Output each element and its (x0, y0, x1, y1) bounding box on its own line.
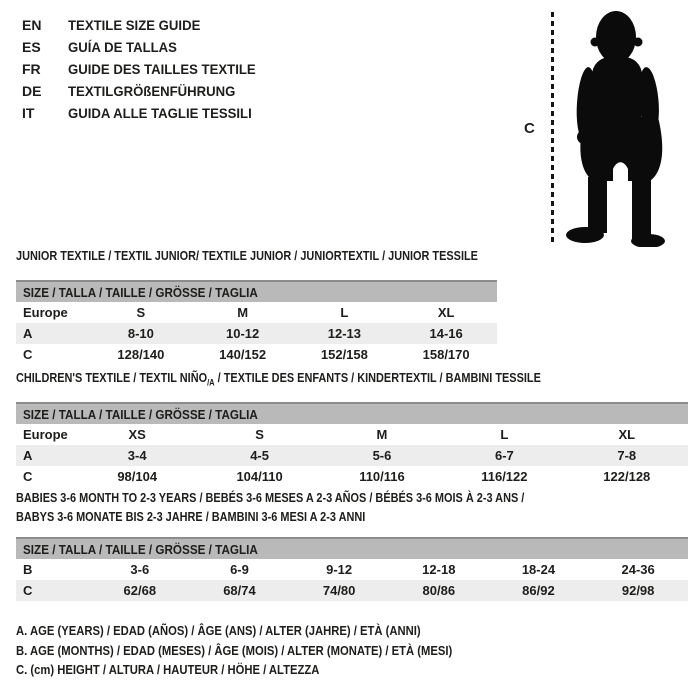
cell: 98/104 (117, 469, 158, 484)
language-code: DE (22, 83, 42, 99)
toddler-silhouette-icon (564, 11, 687, 247)
height-measure-line (551, 12, 554, 246)
cell: 10-12 (192, 323, 294, 344)
section-junior-textile (16, 248, 497, 365)
language-list (22, 14, 268, 124)
cell: 12-18 (422, 562, 456, 577)
children-size-table (16, 402, 688, 487)
cell: 12-13 (294, 323, 396, 344)
cell: 9-12 (326, 562, 353, 577)
row-label: C (16, 580, 90, 601)
babies-size-table (16, 537, 688, 601)
language-label: TEXTILGRÖßENFÜHRUNG (68, 83, 236, 99)
size-col: XS (128, 427, 146, 442)
cell: 3-4 (76, 445, 198, 466)
size-col: L (500, 427, 509, 442)
size-figure (520, 4, 696, 256)
language-label: TEXTILE SIZE GUIDE (68, 17, 201, 33)
size-col: S (136, 305, 146, 320)
cell: 5-6 (321, 445, 443, 466)
size-col: S (255, 427, 264, 442)
cell: 8-10 (90, 323, 192, 344)
cell: 86/92 (489, 580, 589, 601)
section-childrens-textile (16, 370, 688, 487)
cell: 116/122 (481, 469, 528, 484)
language-row-it (22, 102, 268, 124)
table-row-months (16, 559, 688, 580)
cell: 3-6 (130, 562, 150, 577)
size-header-band (16, 538, 688, 559)
row-label: A (16, 323, 90, 344)
row-label: C (23, 347, 33, 362)
language-row-fr (22, 58, 268, 80)
section-title-text: JUNIOR TEXTILE / TEXTIL JUNIOR/ TEXTILE JUNIOR / JUNIORTEXTIL / JUNIOR TESSILE (16, 248, 478, 263)
size-col: XL (437, 305, 455, 320)
row-label: B (23, 562, 33, 577)
size-header-text: SIZE / TALLA / TAILLE / GRÖSSE / TAGLIA (23, 406, 258, 422)
cell: 152/158 (320, 347, 368, 362)
section-title-line1 (16, 490, 688, 506)
height-measure-label: C (524, 120, 535, 137)
cell: 4-5 (198, 445, 320, 466)
cell: 7-8 (566, 445, 688, 466)
language-code: ES (22, 39, 41, 55)
language-label: GUIDA ALLE TAGLIE TESSILI (68, 105, 252, 121)
region-label: Europe (23, 427, 68, 442)
cell: 74/80 (289, 580, 389, 601)
table-row-height (16, 466, 688, 487)
language-label: GUIDE DES TAILLES TEXTILE (68, 61, 256, 77)
table-row-age (16, 323, 497, 344)
cell: 140/152 (219, 347, 267, 362)
cell: 80/86 (389, 580, 489, 601)
cell: 122/128 (603, 469, 651, 484)
region-label: Europe (23, 305, 68, 320)
language-code: FR (22, 61, 41, 77)
section-babies-textile (16, 490, 688, 601)
language-row-es (22, 36, 268, 58)
language-row-en (22, 14, 268, 36)
cell: 14-16 (395, 323, 497, 344)
junior-size-table (16, 280, 497, 365)
column-header-row (16, 302, 497, 323)
language-code: IT (22, 105, 35, 121)
size-col: XL (618, 427, 636, 442)
size-header-band (16, 281, 497, 302)
table-row-height (16, 580, 688, 601)
section-title-line2 (16, 509, 688, 525)
cell: 24-36 (621, 562, 655, 577)
cell: 128/140 (117, 347, 165, 362)
section-title-text: BABIES 3-6 MONTH TO 2-3 YEARS / BEBÉS 3-6 MESES A 2-3 AÑOS / BÉBÉS 3-6 MOIS À 2-3 ANS / (16, 490, 525, 505)
section-title (16, 248, 497, 264)
cell: 6-7 (443, 445, 565, 466)
cell: 92/98 (588, 580, 688, 601)
size-header-text: SIZE / TALLA / TAILLE / GRÖSSE / TAGLIA (23, 284, 258, 300)
size-col: M (237, 305, 249, 320)
cell: 18-24 (521, 562, 556, 577)
table-row-age (16, 445, 688, 466)
table-row-height (16, 344, 497, 365)
language-label: GUÍA DE TALLAS (68, 39, 177, 55)
row-label: A (16, 445, 76, 466)
language-code: EN (22, 17, 42, 33)
language-row-de (22, 80, 268, 102)
legend-line-a: A. AGE (YEARS) / EDAD (AÑOS) / ÂGE (ANS) / ALTER (JAHRE) / ETÀ (ANNI) (16, 624, 421, 638)
size-header-band (16, 403, 688, 424)
row-label: C (23, 469, 33, 484)
cell: 158/170 (422, 347, 470, 362)
cell: 110/116 (359, 469, 405, 484)
legend-line-b: B. AGE (MONTHS) / EDAD (MESES) / ÂGE (MOIS) / ALTER (MONATE) / ETÀ (MESI) (16, 643, 453, 658)
cell: 6-9 (230, 562, 249, 577)
cell: 62/68 (90, 580, 190, 601)
column-header-row (16, 424, 688, 445)
cell: 104/110 (236, 469, 283, 484)
size-col: L (340, 305, 349, 320)
measurement-legend (16, 624, 501, 683)
legend-line-c: C. (cm) HEIGHT / ALTURA / HAUTEUR / HÖHE / ALTEZZA (16, 663, 320, 677)
size-header-text: SIZE / TALLA / TAILLE / GRÖSSE / TAGLIA (23, 541, 258, 557)
section-title (16, 370, 688, 386)
section-title-text: CHILDREN'S TEXTILE / TEXTIL $NIÑO_{/A}$ / TEXTILE DES ENFANTS / KINDERTEXTIL / BAMBINI TESSILE (16, 370, 541, 388)
nino-a-subscript: /A (207, 377, 215, 388)
size-col: M (376, 427, 388, 442)
cell: 68/74 (190, 580, 290, 601)
section-title-text: BABYS 3-6 MONATE BIS 2-3 JAHRE / BAMBINI 3-6 MESI A 2-3 ANNI (16, 509, 366, 524)
